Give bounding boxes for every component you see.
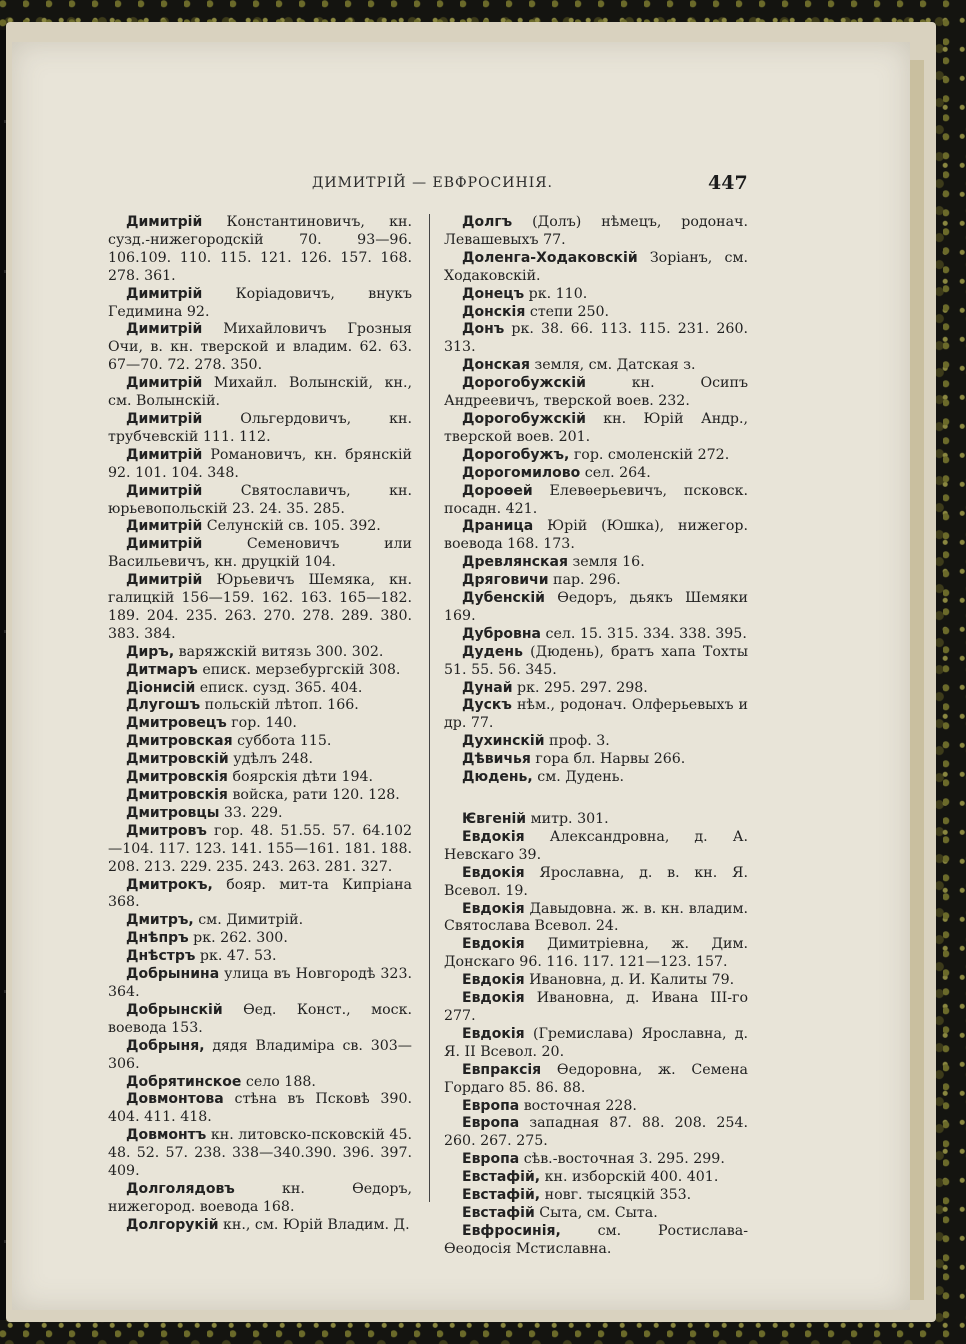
book-page [12,42,910,1310]
entry-text: улица въ Новгородѣ 323. 364. [108,966,412,1000]
entry-text: Ярославна, д. в. кн. Я. Всевол. 19. [444,864,748,899]
entry-text: гора бл. Нарвы 266. [530,751,686,768]
index-entry [444,214,748,250]
entry-text: кн. литовско-псковскій 45. 48. 52. 57. 238. 338—340.390. 396. 397. 409. [108,1127,412,1180]
running-head: ДИМИТРІЙ — ЕВФРОСИНІЯ. [312,175,553,191]
entry-text: земля 16. [568,554,645,571]
index-entry [444,829,748,865]
index-entry [444,626,748,644]
index-entry [444,357,748,375]
entry-headword: Дмитровскія [126,769,228,786]
section-gap [444,787,748,811]
entry-text: Константиновичъ, кн. сузд.-нижегородскій 70. 93—96. 106.109. 110. 115. 121. 126. 157. 168. 278. 361. [108,214,412,284]
index-entry [444,990,748,1026]
entry-text: (Дюдень), братъ хапа Тохты 51. 55. 56. 345. [444,643,748,678]
entry-headword: Димитрій [126,285,203,302]
entry-headword: Доленга-Ходаковскій [462,249,638,266]
entry-text: дядя Владиміра св. 303—306. [108,1037,412,1072]
entry-text: рк. 38. 66. 113. 115. 231. 260. 313. [444,321,748,356]
entry-headword: Европа [462,1151,520,1168]
entry-headword: Диръ, [126,643,175,660]
index-entry [108,286,412,322]
entry-headword: Долголядовъ [126,1180,235,1197]
index-entry [108,214,412,286]
entry-headword: Дубровна [462,625,541,642]
entry-text: земля, см. Датская з. [530,357,696,374]
index-entry [444,972,748,990]
entry-headword: Димитрій [126,518,203,535]
entry-headword: Дмитровцы [126,804,220,821]
index-entry [108,321,412,375]
entry-headword: Евпраксія [462,1061,542,1078]
index-entry [108,930,412,948]
entry-text: Давыдовна. ж. в. кн. владим. Святослава Всевол. 24. [444,900,748,935]
index-entry [444,733,748,751]
entry-text: село 188. [241,1073,316,1090]
entry-headword: Дмитръ, [126,912,194,929]
entry-text: (Гремислава) Ярославна, д. Я. II Всевол. 20. [444,1025,748,1060]
index-entry [444,1151,748,1169]
entry-text: Святославичъ, кн. юрьевопольскій 23. 24. 35. 285. [108,482,412,517]
index-entry [108,483,412,519]
entry-headword: Довмонтова [126,1091,224,1108]
index-entry [108,877,412,913]
index-entry [108,518,412,536]
entry-headword: Дудень [462,643,523,660]
entry-text: кн. Юрій Андр., тверской воев. 201. [444,410,748,445]
entry-text: кн. Осипъ Андреевичъ, тверской воев. 232. [444,375,748,410]
entry-headword: Димитрій [126,375,203,392]
index-entry [108,1181,412,1217]
index-entry [444,590,748,626]
index-entry [444,1187,748,1205]
entry-text: кн. Ѳедоръ, нижегород. воевода 168. [108,1180,412,1215]
entry-text: рк. 295. 297. 298. [512,679,648,696]
entry-text: Коріадовичъ, внукъ Гедимина 92. [108,285,412,320]
entry-headword: Евстафій, [462,1169,541,1186]
entry-text: Ивановна, д. Ивана III-го 277. [444,990,748,1024]
index-entry [108,680,412,698]
entry-text: войска, рати 120. 128. [227,787,400,803]
entry-text: степи 250. [525,303,610,320]
entry-headword: Донскія [462,303,526,320]
index-entry [108,823,412,877]
page-number: 447 [708,172,748,194]
entry-text: см. Димитрій. [193,912,304,929]
index-entry [108,769,412,787]
entry-headword: Евдокія [462,900,525,917]
entry-text: рк. 262. 300. [188,930,288,947]
entry-headword: Дмитровскій [126,751,229,768]
index-entry [444,321,748,357]
entry-headword: Евдокія [462,972,525,989]
index-entry [108,733,412,751]
index-entry [444,483,748,519]
entry-text: нѣм., родонач. Олферьевыхъ и др. 77. [444,697,748,732]
entry-text: польскій лѣтоп. 166. [200,697,359,714]
entry-headword: Дускъ [462,697,512,714]
index-entry [108,411,412,447]
entry-headword: Димитрій [126,536,203,553]
entry-headword: Евдокія [462,864,525,881]
entry-headword: Днѣпръ [126,930,189,947]
entry-headword: Дубенскій [462,590,545,607]
entry-text: Селунскій св. 105. 392. [202,518,381,535]
index-entry [108,948,412,966]
entry-headword: Діонисій [126,679,196,696]
index-entry [444,447,748,465]
index-entry [108,805,412,823]
entry-headword: Димитрій [126,572,203,589]
entry-headword: Донъ [462,321,505,338]
entry-text: проф. 3. [544,733,610,750]
entry-headword: Евстафій [462,1204,535,1221]
entry-headword: Дорогобужскій [462,375,586,392]
index-entry [444,1169,748,1187]
page-header [12,172,910,202]
index-entry [444,751,748,769]
entry-text: Ѳедоровна, ж. Семена Гордаго 85. 86. 88. [444,1061,748,1096]
index-entry [108,697,412,715]
entry-text: см. Дудень. [532,769,624,786]
entry-text: суббота 115. [232,733,332,750]
entry-headword: Европа [462,1097,520,1114]
index-entry [108,1074,412,1092]
entry-text: сел. 264. [580,464,651,481]
right-column [444,214,748,1259]
entry-text: западная 87. 88. 208. 254. 260. 267. 275. [444,1115,748,1150]
entry-text: Ольгердовичъ, кн. трубчевскій 111. 112. [108,410,412,445]
entry-text: Сыта, см. Сыта. [534,1204,658,1221]
entry-text: (Долъ) нѣмецъ, родонач. Левашевыхъ 77. [444,214,748,248]
entry-text: восточная 228. [519,1097,637,1114]
entry-text: Семеновичъ или Васильевичъ, кн. друцкій 104. [108,536,412,571]
entry-headword: Дмитровъ [126,822,207,839]
entry-headword: Евдокія [462,936,525,953]
index-entry [444,518,748,554]
index-entry [444,769,748,787]
entry-text: сѣв.-восточная 3. 295. 299. [519,1151,725,1168]
entry-headword: Димитрій [126,321,203,338]
entry-headword: Дороѳей [462,482,533,499]
index-entry [444,1062,748,1098]
entry-headword: Добрятинское [126,1073,242,1090]
entry-text: Александровна, д. А. Невскаго 39. [444,828,748,863]
entry-text: Зоріанъ, см. Ходаковскій. [444,249,748,284]
index-entry [444,1098,748,1116]
index-entry [444,1205,748,1223]
entry-headword: Добрыня, [126,1037,205,1054]
index-entry [108,375,412,411]
entry-text: гор. 140. [226,715,297,732]
entry-text: Юрій (Юшка), нижегор. воевода 168. 173. [444,518,748,553]
index-entry [444,680,748,698]
index-entry [108,1038,412,1074]
entry-text: гор. 48. 51.55. 57. 64.102—104. 117. 123. 141. 155—161. 181. 188. 208. 213. 229. 235. 243. 263. 281. 327. [108,822,412,875]
index-entry [444,644,748,680]
index-entry [444,1026,748,1062]
entry-headword: Дюдень, [462,769,533,786]
index-entry [444,411,748,447]
entry-headword: Духинскій [462,733,545,750]
index-entry [108,1217,412,1235]
entry-headword: Добрынина [126,966,220,983]
entry-headword: Долгорукій [126,1216,219,1233]
entry-text: 33. 229. [219,804,283,821]
index-entry [444,250,748,286]
entry-text: Михайл. Волынскій, кн., см. Волынскій. [108,375,412,410]
entry-headword: Добрынскій [126,1001,223,1018]
index-entry [444,554,748,572]
index-entry [108,912,412,930]
entry-headword: Димитрій [126,410,203,427]
index-entry [444,901,748,937]
entry-text: сел. 15. 315. 334. 338. 395. [541,625,747,642]
entry-headword: Евстафій, [462,1187,541,1204]
entry-text: Михайловичъ Грозныя Очи, в. кн. тверской и владим. 62. 63. 67—70. 72. 278. 350. [108,321,412,374]
entry-text: еписк. мерзебургскій 308. [197,661,401,678]
entry-text: см. Ростислава-Ѳеодосія Мстиславна. [444,1222,748,1257]
index-entry [444,572,748,590]
index-entry [444,811,748,829]
column-divider [429,214,430,1202]
index-entry [108,1127,412,1181]
entry-headword: Дряговичи [462,572,549,589]
entry-headword: Европа [462,1115,520,1132]
entry-headword: Драница [462,518,534,535]
index-entry [108,536,412,572]
index-entry [444,1223,748,1259]
entry-headword: Димитрій [126,214,203,230]
entry-text: Димитріевна, ж. Дим. Донскаго 96. 116. 117. 121—123. 157. [444,936,748,971]
entry-headword: Древлянская [462,554,568,571]
entry-text: рк. 110. [524,285,588,302]
index-entry [108,715,412,733]
left-column [108,214,412,1235]
entry-text: еписк. сузд. 365. 404. [195,679,363,696]
entry-text: Ѳед. Конст., моск. воевода 153. [108,1001,412,1036]
index-entry [444,465,748,483]
index-entry [108,751,412,769]
entry-headword: Дмитровскія [126,787,228,803]
index-entry [108,644,412,662]
entry-headword: Долгъ [462,214,513,230]
index-entry [108,1091,412,1127]
index-entry [444,286,748,304]
entry-text: пар. 296. [548,572,621,589]
index-entry [444,697,748,733]
index-entry [108,572,412,644]
entry-text: Юрьевичъ Шемяка, кн. галицкій 156—159. 162. 163. 165—182. 189. 204. 235. 263. 270. 278. 289. 380. 383. 384. [108,572,412,642]
entry-headword: Дорогобужъ, [462,446,570,463]
entry-headword: Ѥвгеній [462,811,527,827]
entry-headword: Дмитрокъ, [126,876,213,893]
entry-headword: Димитрій [126,482,203,499]
entry-text: кн., см. Юрій Владим. Д. [218,1216,410,1233]
entry-headword: Евдокія [462,828,525,845]
index-entry [444,1115,748,1151]
entry-headword: Дорогобужскій [462,410,586,427]
entry-text: стѣна въ Псковѣ 390. 404. 411. 418. [108,1091,412,1126]
entry-text: Елевѳерьевичъ, псковск. посадн. 421. [444,482,748,517]
index-entry [444,375,748,411]
entry-headword: Евдокія [462,1025,525,1042]
entry-headword: Дѣвичья [462,751,531,768]
entry-text: Ѳедоръ, дьякъ Шемяки 169. [444,590,748,624]
entry-headword: Донецъ [462,285,525,302]
entry-headword: Днѣстръ [126,948,196,965]
entry-headword: Димитрій [126,446,203,463]
index-entry [108,662,412,680]
entry-headword: Донская [462,357,530,374]
entry-text: рк. 47. 53. [195,948,277,965]
entry-text: Романовичъ, кн. брянскій 92. 101. 104. 348. [108,446,412,481]
index-entry [108,966,412,1002]
entry-text: Ивановна, д. И. Калиты 79. [524,972,735,989]
entry-text: митр. 301. [526,811,609,827]
entry-text: кн. изборскій 400. 401. [540,1169,719,1186]
entry-headword: Евфросинія, [462,1222,561,1239]
entry-headword: Дитмаръ [126,661,198,678]
entry-headword: Дмитровецъ [126,715,227,732]
entry-text: новг. тысяцкій 353. [540,1187,692,1204]
entry-text: варяжскій витязь 300. 302. [174,643,384,660]
entry-headword: Довмонтъ [126,1127,207,1144]
entry-headword: Длугошъ [126,697,201,714]
index-entry [444,865,748,901]
entry-text: гор. смоленскій 272. [569,446,730,463]
index-entry [444,936,748,972]
entry-text: бояр. мит-та Кипріана 368. [108,876,412,911]
entry-text: удѣлъ 248. [228,751,314,768]
entry-text: боярскія дѣти 194. [227,769,374,786]
entry-headword: Дорогомилово [462,464,581,481]
index-entry [108,1002,412,1038]
index-entry [444,304,748,322]
entry-headword: Евдокія [462,990,525,1007]
index-entry [108,787,412,805]
entry-headword: Дунай [462,679,513,696]
index-entry [108,447,412,483]
entry-headword: Дмитровская [126,733,233,750]
